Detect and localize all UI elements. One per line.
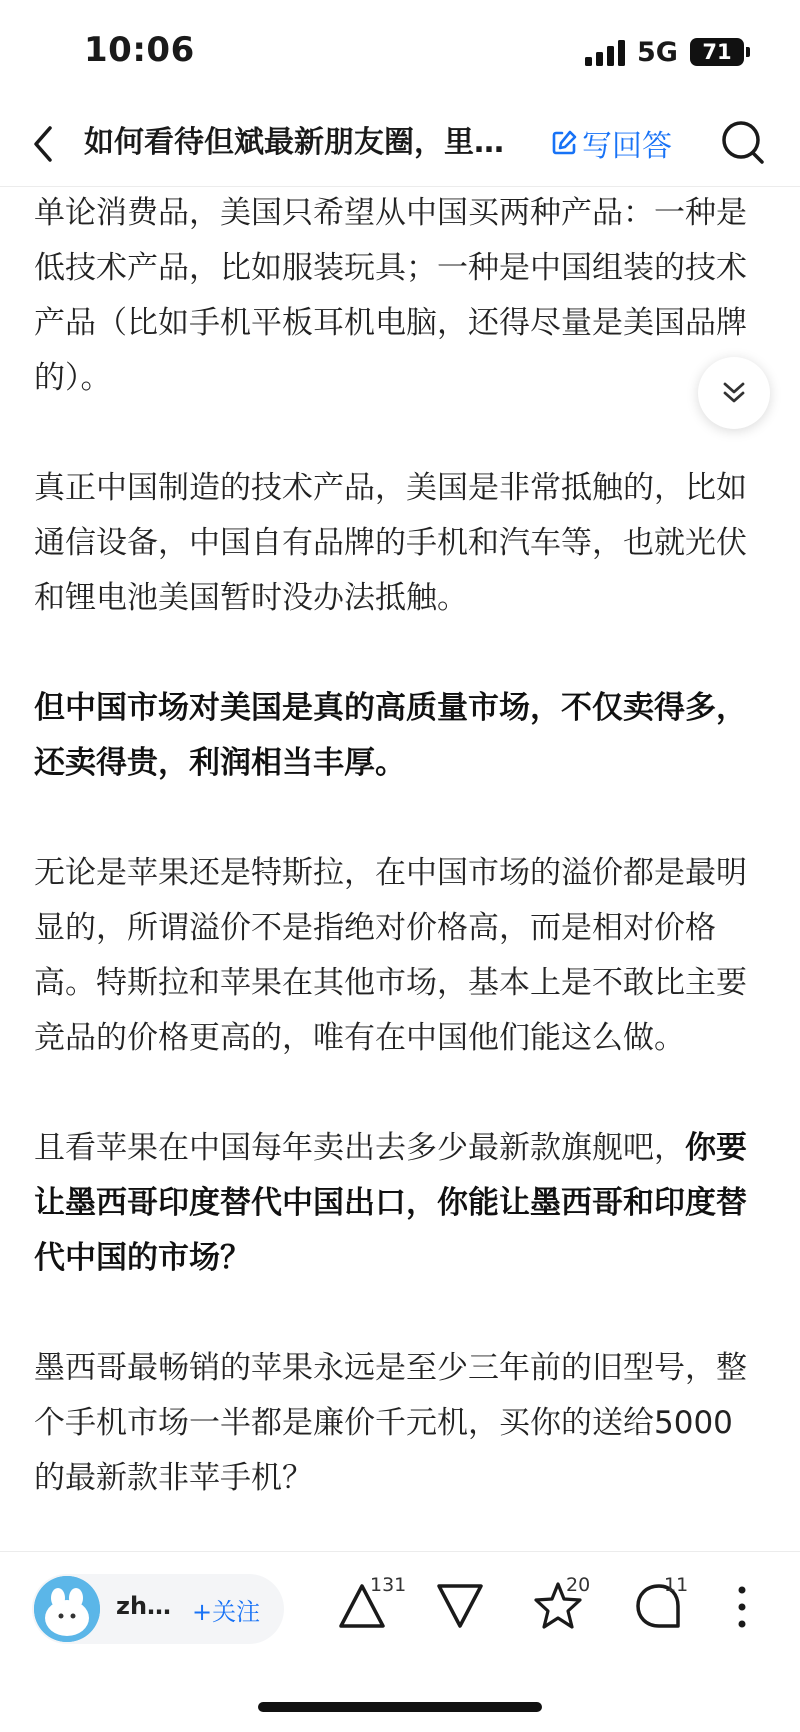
author-name[interactable]: zh…	[116, 1592, 172, 1620]
paragraph-5	[34, 1121, 752, 1286]
search-icon[interactable]	[720, 118, 766, 168]
answer-content	[34, 186, 752, 1561]
paragraph-1: 单论消费品，美国只希望从中国买两种产品：一种是低技术产品，比如服装玩具；一种是中国组装的技术产品（比如手机平板耳机电脑，还得尽量是美国品牌的）。	[34, 195, 747, 396]
more-icon[interactable]	[732, 1582, 752, 1632]
collapse-button[interactable]	[698, 357, 770, 429]
nav-bar	[0, 104, 800, 187]
upvote-count: 131	[370, 1574, 407, 1596]
double-chevron-down-icon	[721, 380, 747, 406]
edit-icon	[550, 129, 578, 157]
network-type: 5G	[637, 37, 678, 68]
paragraph-5-text: 且看苹果在中国每年卖出去多少最新款旗舰吧，	[34, 1130, 685, 1166]
status-bar	[0, 0, 800, 104]
follow-button[interactable]: +关注	[192, 1598, 261, 1626]
author-info[interactable]	[32, 1574, 284, 1644]
write-answer-button[interactable]	[550, 120, 672, 166]
favorite-count: 20	[566, 1574, 591, 1596]
write-answer-label: 写回答	[582, 129, 672, 164]
paragraph-6: 墨西哥最畅销的苹果永远是至少三年前的旧型号，整个手机市场一半都是廉价千元机，买你的送给5000的最新款非苹手机？	[34, 1350, 747, 1496]
comment-count: 11	[664, 1574, 689, 1596]
status-time: 10:06	[84, 30, 195, 70]
paragraph-5-bold: 你要让墨西哥印度替代中国出口，你能让墨西哥和印度替代中国的市场？	[34, 1130, 747, 1276]
signal-icon	[585, 40, 629, 66]
paragraph-3-bold: 但中国市场对美国是真的高质量市场，不仅卖得多，还卖得贵，利润相当丰厚。	[34, 690, 747, 781]
battery-icon: 71	[690, 38, 744, 66]
battery-nub	[746, 47, 750, 57]
downvote-icon[interactable]	[434, 1576, 486, 1636]
avatar[interactable]	[34, 1576, 100, 1642]
paragraph-2: 真正中国制造的技术产品，美国是非常抵触的，比如通信设备，中国自有品牌的手机和汽车等，也就光伏和锂电池美国暂时没办法抵触。	[34, 470, 747, 616]
page-title[interactable]: 如何看待但斌最新朋友圈，里…	[84, 125, 504, 160]
back-chevron-icon[interactable]	[28, 122, 60, 166]
avatar-image	[34, 1576, 100, 1642]
bottom-action-bar	[0, 1551, 800, 1732]
paragraph-4: 无论是苹果还是特斯拉，在中国市场的溢价都是最明显的，所谓溢价不是指绝对价格高，而是相对价格高。特斯拉和苹果在其他市场，基本上是不敢比主要竞品的价格更高的，唯有在中国他们能这么做。	[34, 855, 747, 1056]
home-indicator[interactable]	[258, 1702, 542, 1712]
